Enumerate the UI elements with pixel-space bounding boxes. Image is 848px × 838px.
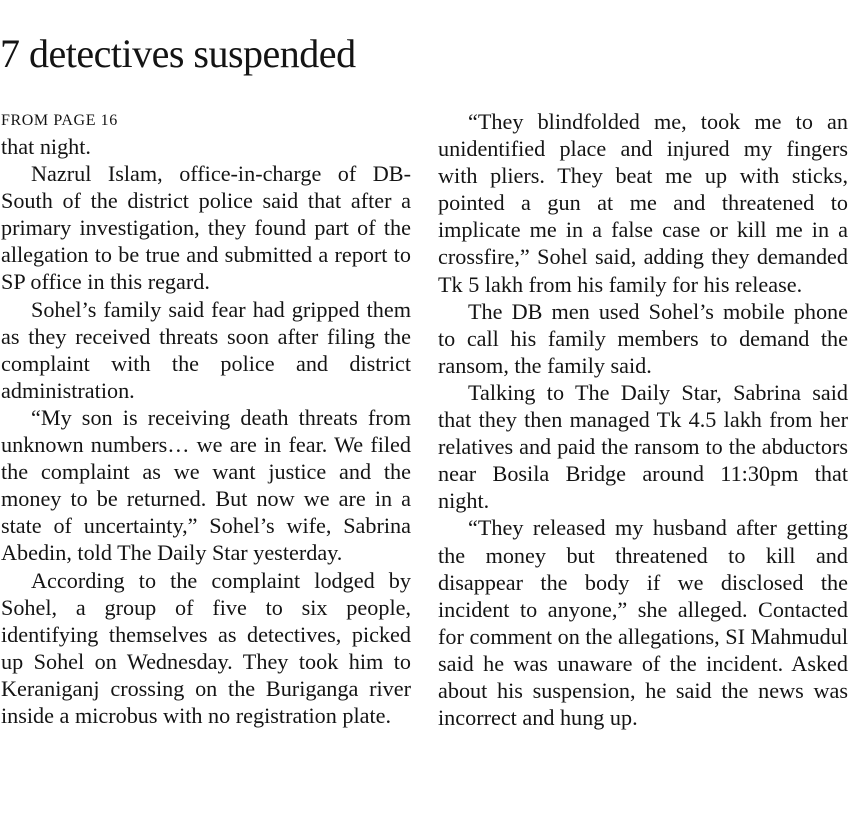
paragraph: Sohel’s family said fear had gripped them as they received threats soon after filing the complaint with the police and district administration. [1,296,411,403]
paragraph: The DB men used Sohel’s mobile phone to call his family members to demand the ransom, the family said. [438,298,848,378]
article-column-right [438,108,848,731]
paragraph: “My son is receiving death threats from unknown numbers… we are in fear. We filed the complaint as we want justice and the money to be returned. But now we are in a state of uncertainty,” Sohel’s wife, Sabrina Abedin, told The Daily Star yesterday. [1,404,411,566]
paragraph: Talking to The Daily Star, Sabrina said that they then managed Tk 4.5 lakh from her relatives and paid the ransom to the abductors near Bosila Bridge around 11:30pm that night. [438,379,848,514]
paragraph: “They released my husband after getting the money but threatened to kill and disappear the body if we disclosed the incident to anyone,” she alleged. Contacted for comment on the allegations, SI Mahmudul said he was unaware of the incident. Asked about his suspension, he said the news was incorrect and hung up. [438,515,848,731]
article-column-left [1,108,411,729]
headline: 7 detectives suspended [0,31,356,76]
paragraph: According to the complaint lodged by Sohel, a group of five to six people, identifying themselves as detectives, picked up Sohel on Wednesday. They took him to Keraniganj crossing on the Buriganga river inside a microbus with no registration plate. [1,567,411,728]
paragraph: “They blindfolded me, took me to an unidentified place and injured my fingers with pliers. They beat me up with sticks, pointed a gun at me and threatened to implicate me in a false case or kill me in a crossfire,” Sohel said, adding they demanded Tk 5 lakh from his family for his release. [438,109,848,297]
continuation-label: FROM PAGE 16 [1,112,118,129]
paragraph: Nazrul Islam, office-in-charge of DB-South of the district police said that after a primary investigation, they found part of the allegation to be true and submitted a report to SP office in this regard. [1,161,411,295]
paragraph: that night. [1,134,91,159]
